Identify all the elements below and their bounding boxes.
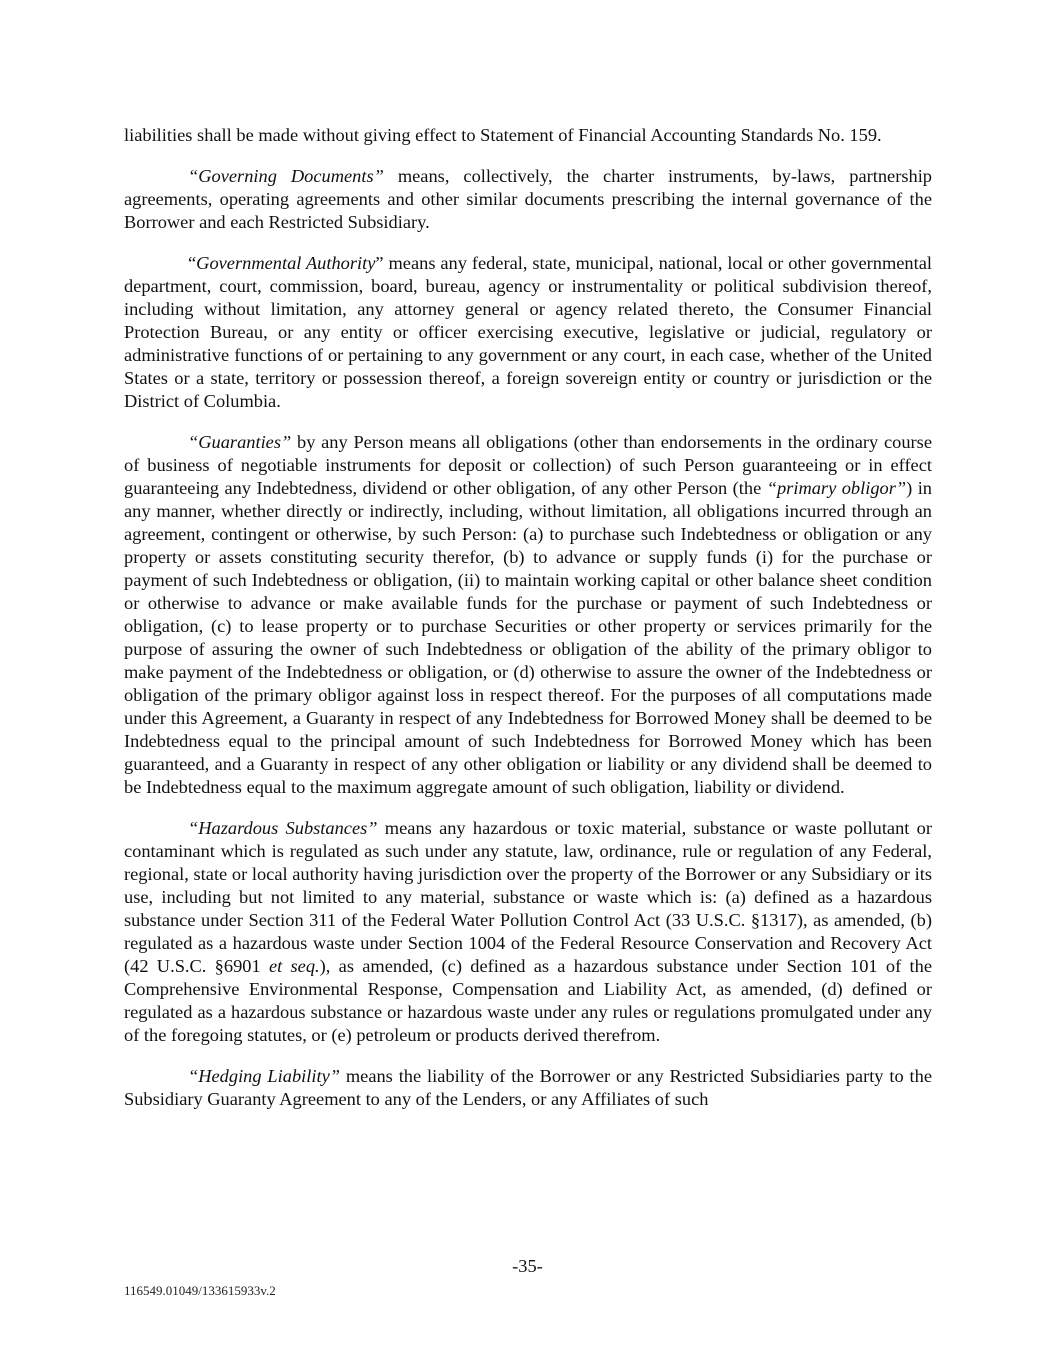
- defined-term: “Hedging Liability”: [188, 1066, 340, 1086]
- definition-text: means, collectively, the charter instruments, by-laws, partnership agreements, operating agreements and other similar documents prescribing the internal governance of the Borrower and each Restricted Subsidiary.: [124, 166, 932, 232]
- definition-governmental-authority: [124, 252, 932, 413]
- defined-term: Governmental Authority: [196, 253, 376, 273]
- definition-text-part-2: ) in any manner, whether directly or indirectly, including, without limitation, all obligations incurred through an agreement, contingent or otherwise, by such Person: (a) to purchase such Indebtedness or obligation or any property or assets constituting security therefor, (b) to advance or supply funds (i) for the purchase or payment of such Indebtedness or obligation, (ii) to maintain working capital or other balance sheet condition or otherwise to advance or make available funds for the purchase or payment of such Indebtedness or obligation, (c) to lease property or to purchase Securities or other property or services primarily for the purpose of assuring the owner of such Indebtedness or obligation of the ability of the primary obligor to make payment of the Indebtedness or obligation, or (d) otherwise to assure the owner of the Indebtedness or obligation of the primary obligor against loss in respect thereof. For the purposes of all computations made under this Agreement, a Guaranty in respect of any Indebtedness for Borrowed Money shall be deemed to be Indebtedness equal to the principal amount of such Indebtedness for Borrowed Money which has been guaranteed, and a Guaranty in respect of any other obligation or liability or any dividend shall be deemed to be Indebtedness equal to the maximum aggregate amount of such obligation, liability or dividend.: [124, 478, 932, 797]
- defined-term: “Hazardous Substances”: [188, 818, 378, 838]
- defined-term: “Governing Documents”: [188, 166, 384, 186]
- definition-text-part-1: means any hazardous or toxic material, substance or waste pollutant or contaminant which is regulated as such under any statute, law, ordinance, rule or regulation of any Federal, regional, state or local authority having jurisdiction over the property of the Borrower or any Subsidiary or its use, including but not limited to any material, substance or waste which is: (a) defined as a hazardous substance under Section 311 of the Federal Water Pollution Control Act (33 U.S.C. §1317), as amended, (b) regulated as a hazardous waste under Section 1004 of the Federal Resource Conservation and Recovery Act (42 U.S.C. §6901: [124, 818, 932, 976]
- continuation-paragraph: [124, 124, 932, 147]
- definition-text: means the liability of the Borrower or any Restricted Subsidiaries party to the Subsidiary Guaranty Agreement to any of the Lenders, or any Affiliates of such: [124, 1066, 932, 1109]
- definition-hedging-liability: [124, 1065, 932, 1111]
- document-id: 116549.01049/133615933v.2: [124, 1283, 276, 1298]
- definition-governing-documents: [124, 165, 932, 234]
- document-body: [124, 124, 932, 1129]
- close-quote: ”: [375, 253, 384, 273]
- definition-hazardous-substances: [124, 817, 932, 1047]
- definition-text-part-2: ), as amended, (c) defined as a hazardous substance under Section 101 of the Comprehensive Environmental Response, Compensation and Liability Act, as amended, (d) defined or regulated as a hazardous substance or hazardous waste under any rules or regulations promulgated under any of the foregoing statutes, or (e) petroleum or products derived therefrom.: [124, 956, 932, 1045]
- inner-defined-term: “primary obligor”: [766, 478, 907, 498]
- page-number: -35-: [512, 1256, 543, 1276]
- latin-phrase: et seq.: [268, 956, 320, 976]
- defined-term: “Guaranties”: [188, 432, 292, 452]
- paragraph-text: liabilities shall be made without giving effect to Statement of Financial Accounting Standards No. 159.: [124, 125, 882, 145]
- open-quote: “: [188, 253, 197, 273]
- definition-text: means any federal, state, municipal, national, local or other governmental department, court, commission, board, bureau, agency or instrumentality or political subdivision thereof, including without limitation, any attorney general or agency related thereto, the Consumer Financial Protection Bureau, or any entity or officer exercising executive, legislative or judicial, regulatory or administrative functions of or pertaining to any government or any court, in each case, whether of the United States or a state, territory or possession thereof, a foreign sovereign entity or country or jurisdiction or the District of Columbia.: [124, 253, 932, 411]
- definition-text-part-1: by any Person means all obligations (other than endorsements in the ordinary course of business of negotiable instruments for deposit or collection) of such Person guaranteeing or in effect guaranteeing any Indebtedness, dividend or other obligation, of any other Person (the: [124, 432, 932, 498]
- definition-guaranties: [124, 431, 932, 799]
